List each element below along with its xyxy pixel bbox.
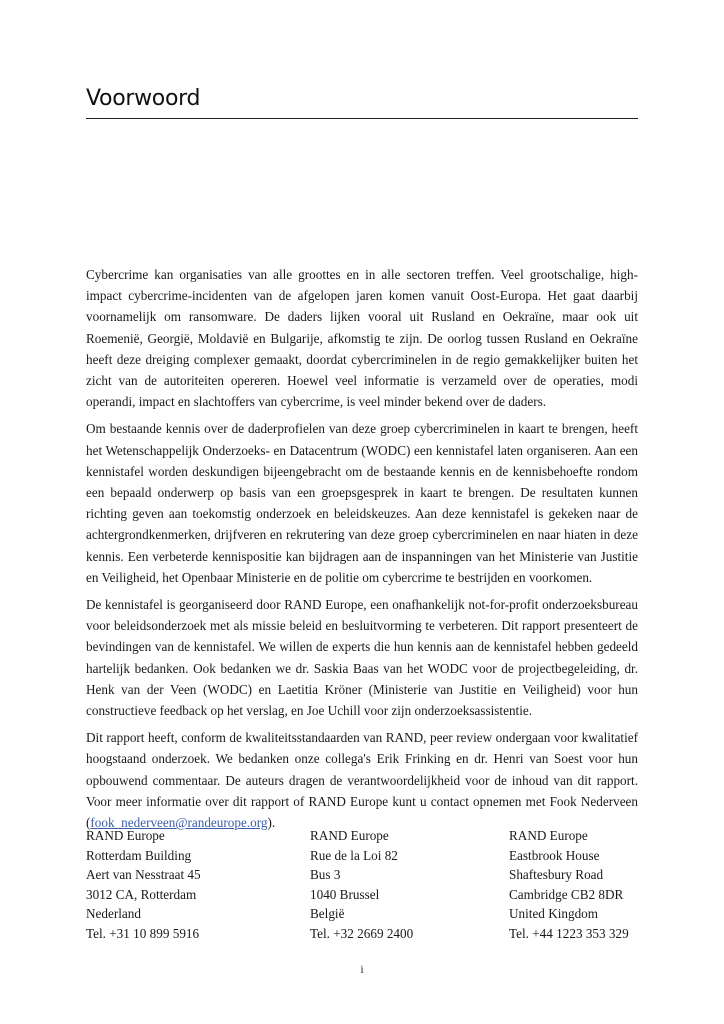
address-line: United Kingdom (509, 906, 599, 922)
address-line: Cambridge CB2 8DR (509, 886, 624, 902)
page-number: i (360, 962, 364, 976)
address-brussels (310, 826, 413, 944)
address-phone: Tel. +31 10 899 5916 (86, 925, 200, 941)
address-rotterdam (86, 826, 201, 944)
address-line: Rotterdam Building (86, 847, 192, 863)
address-line: België (310, 906, 345, 922)
peer-review-text: Dit rapport heeft, conform de kwaliteitsstandaarden van RAND, peer review ondergaan voor kwalitatief hoogstaand onderzoek. We bedanken onze collega's Erik Frinking en dr. Henri van Soest voor hun opbouwend commentaar. De auteurs dragen de verantwoordelijkheid voor de inhoud van dit rapport. Voor meer informatie over dit rapport of RAND Europe kunt u contact opnemen met Fook Nederveen ( (86, 730, 638, 831)
paragraph-peer-review (86, 727, 638, 833)
peer-review-text-end: ). (267, 815, 276, 831)
address-line: Nederland (86, 906, 141, 922)
address-line: Aert van Nesstraat 45 (86, 867, 201, 883)
address-phone: Tel. +44 1223 353 329 (509, 925, 629, 941)
address-line: Eastbrook House (509, 847, 600, 863)
address-phone: Tel. +32 2669 2400 (310, 925, 414, 941)
address-line: 1040 Brussel (310, 886, 380, 902)
paragraph-acknowledgements: De kennistafel is georganiseerd door RAND Europe, een onafhankelijk not-for-profit onderzoeksbureau voor beleidsonderzoek met als missie beleid en besluitvorming te verbeteren. Dit rapport presenteert de bevindingen van de kennistafel. We willen de experts die hun kennis aan de kennistafel hebben gedeeld hartelijk bedanken. Ook bedanken we dr. Saskia Baas van het WODC voor de projectbegeleiding, dr. Henk van der Veen (WODC) en Laetitia Kröner (Ministerie van Justitie en Veiligheid) voor hun constructieve feedback op het verslag, en Joe Uchill voor zijn onderzoeksassistentie. (86, 597, 638, 719)
address-cambridge (509, 826, 629, 944)
address-line: Bus 3 (310, 867, 341, 883)
contact-email-link[interactable]: fook_nederveen@randeurope.org (90, 815, 268, 831)
address-line: RAND Europe (509, 828, 588, 843)
title-divider (86, 118, 638, 119)
address-line: RAND Europe (310, 828, 389, 843)
paragraph-kennistafel: Om bestaande kennis over de daderprofielen van deze groep cybercriminelen in kaart te brengen, heeft het Wetenschappelijk Onderzoeks- en Datacentrum (WODC) een kennistafel laten organiseren. Aan een kennistafel worden deskundigen bijeengebracht om de bestaande kennis en de kennisbehoefte rondom een bepaald onderwerp op basis van een groepsgesprek in kaart te brengen. De resultaten kunnen richting geven aan toekomstig onderzoek en beleidskeuzes. Aan deze kennistafel is gekeken naar de achtergrondkenmerken, drijfveren en rekrutering van deze groep cybercriminelen en naar hiaten in deze kennis. Een verbeterde kennispositie kan bijdragen aan de inspanningen van het Ministerie van Justitie en Veiligheid, het Openbaar Ministerie en de politie om cybercrime te bestrijden en voorkomen. (86, 421, 638, 585)
address-line: Rue de la Loi 82 (310, 847, 398, 863)
foreword-body (86, 264, 638, 839)
address-line: 3012 CA, Rotterdam (86, 886, 197, 902)
address-line: RAND Europe (86, 828, 165, 843)
page-title: Voorwoord (86, 86, 201, 111)
address-line: Shaftesbury Road (509, 867, 604, 883)
paragraph-intro: Cybercrime kan organisaties van alle groottes en in alle sectoren treffen. Veel grootschalige, high-impact cybercrime-incidenten van de afgelopen jaren komen vanuit Oost-Europa. Het gaat daarbij voornamelijk om ransomware. De daders lijken vooral uit Rusland en Oekraïne, maar ook uit Roemenië, Georgië, Moldavië en Bulgarije, afkomstig te zijn. De oorlog tussen Rusland en Oekraïne heeft deze dreiging complexer gemaakt, doordat cybercriminelen in de regio gemakkelijker buiten het zicht van de autoriteiten opereren. Hoewel veel informatie is verzameld over de operaties, modi operandi, impact en slachtoffers van cybercrime, is veel minder bekend over de daders. (86, 267, 638, 410)
